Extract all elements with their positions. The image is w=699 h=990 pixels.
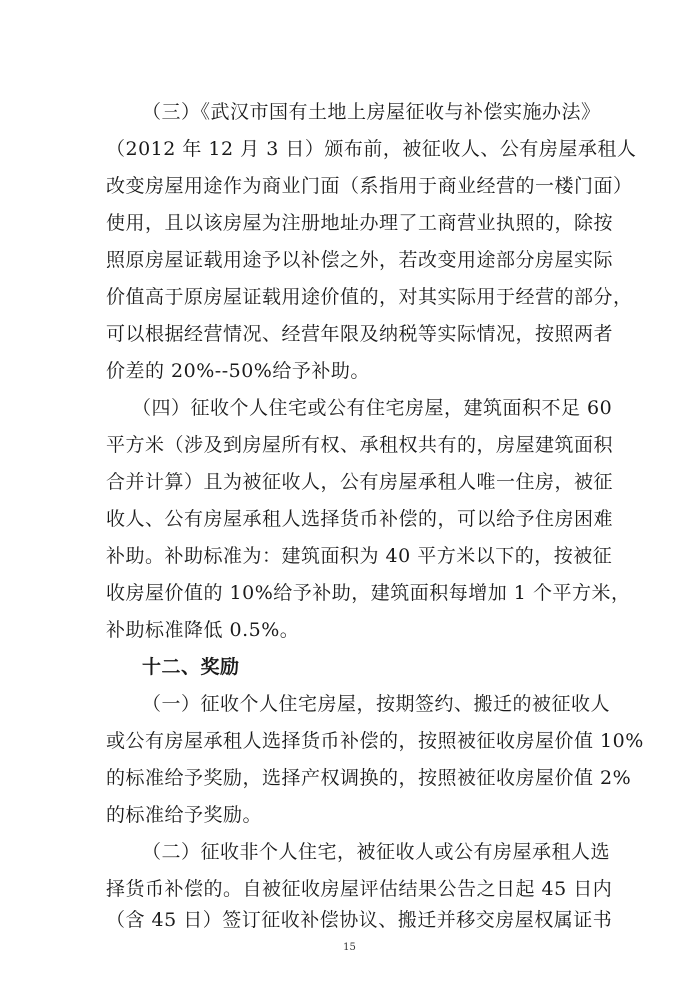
text-line: 择货币补偿的。自被征收房屋评估结果公告之日起 45 日内 <box>106 878 613 900</box>
text-line: （含 45 日）签订征收补偿协议、搬迁并移交房屋权属证书 <box>106 909 613 931</box>
text-line: （三）《武汉市国有土地上房屋征收与补偿实施办法》 <box>142 101 601 123</box>
page-number: 15 <box>343 942 356 953</box>
text-line: 的标准给予奖励。 <box>106 804 263 826</box>
text-line: （四）征收个人住宅或公有住宅房屋，建筑面积不足 60 <box>132 397 613 419</box>
section-heading: 十二、奖励 <box>142 656 240 678</box>
text-line: 可以根据经营情况、经营年限及纳税等实际情况，按照两者 <box>106 323 614 345</box>
text-line: 补助。补助标准为：建筑面积为 40 平方米以下的，按被征 <box>106 545 613 567</box>
text-line: 使用，且以该房屋为注册地址办理了工商营业执照的，除按 <box>106 212 614 234</box>
text-line: 价差的 20%--50%给予补助。 <box>106 360 370 382</box>
text-line: （2012 年 12 月 3 日）颁布前，被征收人、公有房屋承租人 <box>106 138 637 160</box>
text-line: 照原房屋证载用途予以补偿之外，若改变用途部分房屋实际 <box>106 249 614 271</box>
text-line: 补助标准降低 0.5%。 <box>106 619 300 641</box>
text-line: （一）征收个人住宅房屋，按期签约、搬迁的被征收人 <box>142 693 611 715</box>
text-line: 收房屋价值的 10%给予补助，建筑面积每增加 1 个平方米， <box>106 582 631 604</box>
text-line: 或公有房屋承租人选择货币补偿的，按照被征收房屋价值 10% <box>106 730 644 752</box>
text-line: 合并计算）且为被征收人，公有房屋承租人唯一住房，被征 <box>106 471 614 493</box>
text-line: 改变房屋用途作为商业门面（系指用于商业经营的一楼门面） <box>106 175 633 197</box>
text-line: （二）征收非个人住宅，被征收人或公有房屋承租人选 <box>142 841 611 863</box>
text-line: 收人、公有房屋承租人选择货币补偿的，可以给予住房困难 <box>106 508 614 530</box>
text-line: 价值高于原房屋证载用途价值的，对其实际用于经营的部分， <box>106 286 633 308</box>
text-line: 的标准给予奖励，选择产权调换的，按照被征收房屋价值 2% <box>106 767 632 789</box>
text-line: 平方米（涉及到房屋所有权、承租权共有的，房屋建筑面积 <box>106 434 614 456</box>
